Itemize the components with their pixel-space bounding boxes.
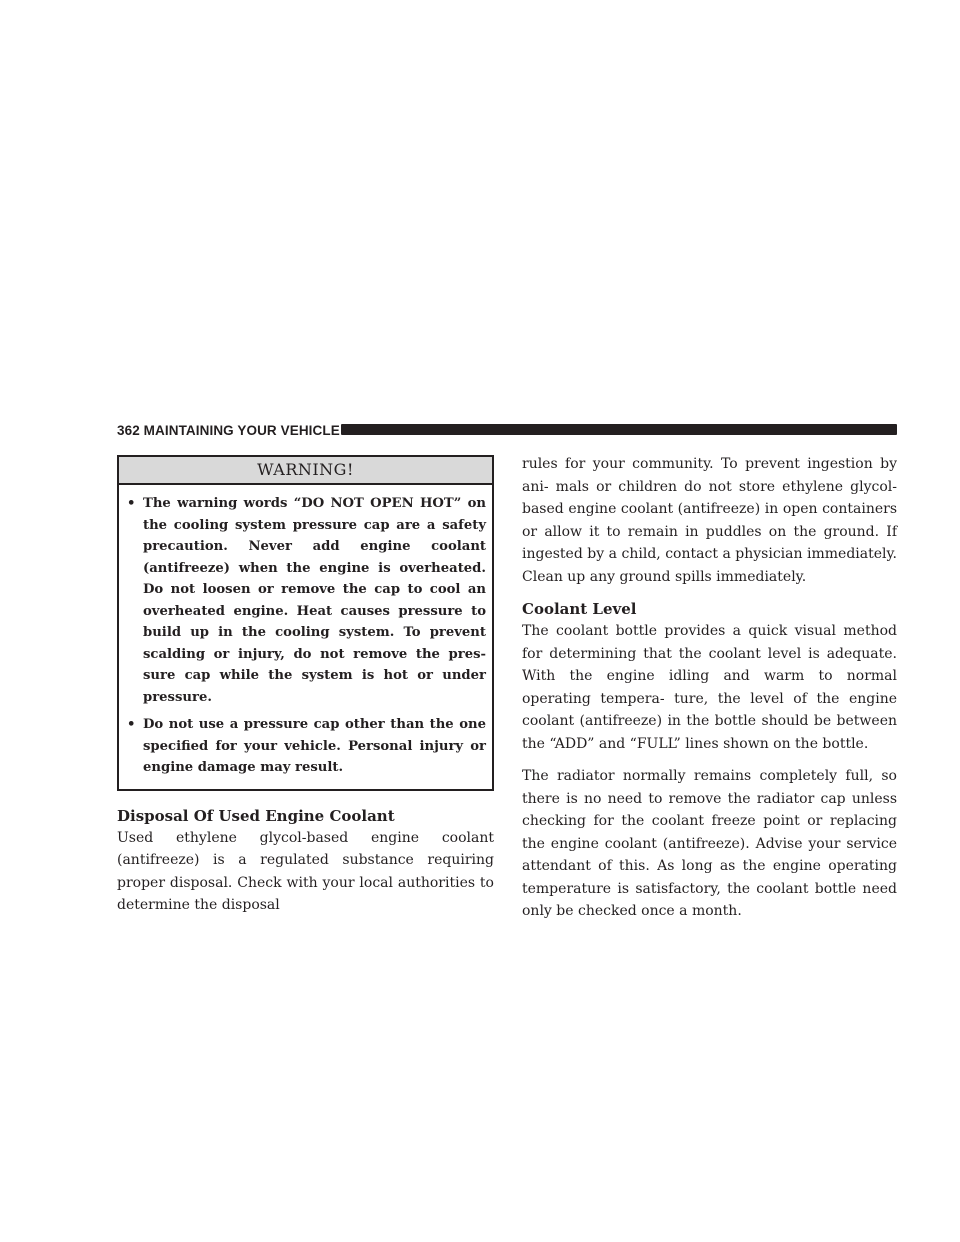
bullet-icon: • (127, 717, 136, 732)
disposal-continued-paragraph: rules for your community. To prevent ingestion by ani- mals or children do not store ethylene glycol-based engine coolant (antifreeze) in open containers or allow it to remain in puddles on the ground. If ingested by a child, contact a physician immediately. Clean up any ground spills immediately. (522, 456, 897, 585)
coolant-level-paragraph-2: The radiator normally remains completely full, so there is no need to remove the radiator cap unless checking for the coolant freeze point or replacing the engine coolant (antifreeze). Advise your service attendant of this. As long as the engine operating temperature is satisfactory, the coolant bottle need only be checked once a month. (522, 768, 897, 919)
coolant-level-paragraph-1: The coolant bottle provides a quick visual method for determining that the coolant level is adequate. With the engine idling and warm to normal operating tempera- ture, the level of the engine coolant (antifreeze) in the bottle should be between the “ADD” and “FULL” lines shown on the bottle. (522, 623, 897, 752)
header-rule-bar (341, 424, 897, 435)
warning-box (117, 455, 494, 791)
coolant-level-heading: Coolant Level (522, 600, 637, 618)
warning-title: WARNING! (119, 457, 492, 485)
warning-item (127, 493, 486, 708)
warning-list (119, 485, 492, 789)
bullet-icon: • (127, 496, 136, 511)
right-column (522, 453, 897, 923)
disposal-heading: Disposal Of Used Engine Coolant (117, 806, 395, 825)
page-number-title: 362 MAINTAINING YOUR VEHICLE (117, 423, 340, 438)
warning-item (127, 714, 486, 779)
warning-item-text: Do not use a pressure cap other than the one specified for your vehicle. Personal injury or engine damage may result. (143, 717, 486, 775)
disposal-paragraph: Used ethylene glycol-based engine coolant (antifreeze) is a regulated substance requiring proper disposal. Check with your local authorities to determine the disposal (117, 829, 494, 913)
left-column (117, 455, 494, 917)
warning-item-text: The warning words “DO NOT OPEN HOT” on the cooling system pressure cap are a safety precaution. Never add engine coolant (antifreeze) when the engine is overheated. Do not loosen or remove the cap to cool an overheated engine. Heat causes pressure to build up in the cooling system. To prevent scalding or injury, do not remove the pres- sure cap while the system is hot or under pressure. (143, 496, 486, 705)
page-header (117, 421, 897, 441)
